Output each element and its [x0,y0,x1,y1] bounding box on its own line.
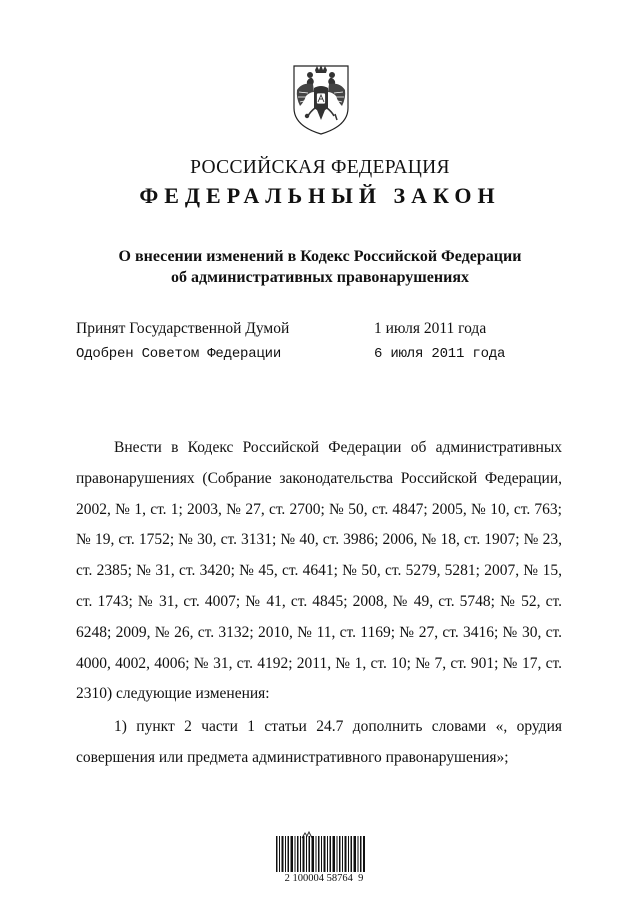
adoption-duma-date: 1 июля 2011 года [374,320,487,337]
law-subject-line2: об административных правонарушениях [171,269,469,286]
body-item-1: 1) пункт 2 части 1 статьи 24.7 дополнить словами «, орудия совершения или предмета административного правонарушения»; [76,718,562,766]
country-name: РОССИЙСКАЯ ФЕДЕРАЦИЯ [190,157,450,178]
law-body [76,433,562,774]
barcode-number: 2 100004 58764 9 [284,873,364,884]
law-subject [0,246,640,288]
body-paragraph-intro: Внести в Кодекс Российской Федерации об административных правонарушениях (Собрание законодательства Российской Федерации, 2002, № 1, ст. 1; 2003, № 27, ст. 2700; № 50, ст. 4847; 2005, № 10, ст. 763; № 19, ст. 1752; № 30, ст. 3131; № 40, ст. 3986; 2006, № 18, ст. 1907; № 23, ст. 2385; № 31, ст. 3420; № 45, ст. 4641; № 50, ст. 5279, 5281; 2007, № 15, ст. 1743; № 31, ст. 4007; № 41, ст. 4845; 2008, № 49, ст. 5748; № 52, ст. 6248; 2009, № 26, ст. 3132; 2010, № 11, ст. 1169; № 27, ст. 3416; № 30, ст. 4000, 4002, 4006; № 31, ст. 4192; 2011, № 1, ст. 10; № 7, ст. 901; № 17, ст. 2310) следующие изменения: [76,439,562,703]
coat-of-arms-emblem [288,62,354,136]
document-type-title: ФЕДЕРАЛЬНЫЙ ЗАКОН [139,183,501,208]
adoption-council-label: Одобрен Советом Федерации [76,346,282,362]
barcode-icon [276,836,366,872]
adoption-duma-label: Принят Государственной Думой [76,320,290,337]
law-subject-line1: О внесении изменений в Кодекс Российской Федерации [118,248,522,265]
adoption-council-date: 6 июля 2011 года [374,346,506,362]
barcode-block [275,826,367,872]
